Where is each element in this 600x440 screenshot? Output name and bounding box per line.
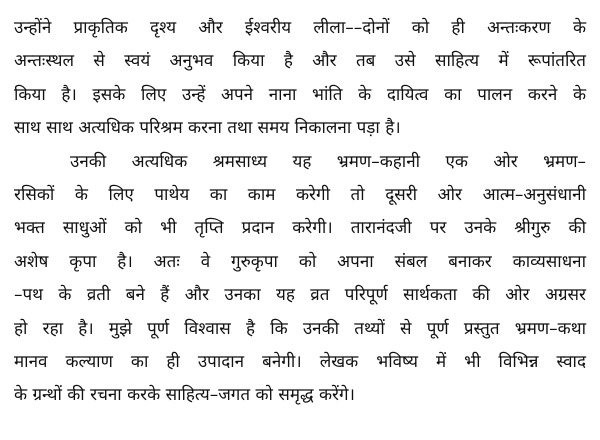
text-line: मानव कल्याण का ही उपादान बनेगी। लेखक भविष्य में भी विभिन्न स्वाद — [14, 352, 586, 373]
text-line: रसिकों के लिए पाथेय का काम करेगी तो दूसरी ओर आत्म–अनुसंधानी — [14, 185, 586, 206]
text-line: –पथ के व्रती बने हैं और उनका यह व्रत परिपूर्ण सार्थकता की ओर अग्रसर — [14, 285, 586, 306]
paragraph-2 — [14, 146, 586, 413]
text-line: उनकी अत्यधिक श्रमसाध्य यह भ्रमण–कहानी एक ओर भ्रमण– — [70, 151, 586, 172]
text-line: साथ साथ अत्यधिक परिश्रम करना तथा समय निकालना पड़ा है। — [14, 118, 401, 139]
text-line: के ग्रन्थों की रचना करके साहित्य–जगत को समृद्ध करेंगे। — [14, 385, 356, 406]
paragraph-1 — [14, 12, 586, 146]
text-line: उन्होंने प्राकृतिक दृश्य और ईश्वरीय लीला––दोनों को ही अन्तःकरण के — [14, 18, 586, 38]
text-line: अन्तःस्थल से स्वयं अनुभव किया है और तब उसे साहित्य में रूपांतरित — [14, 51, 586, 72]
text-line: किया है। इसके लिए उन्हें अपने नाना भांति के दायित्व का पालन करने के — [14, 84, 586, 105]
text-line: अशेष कृपा है। अतः वे गुरुकृपा को अपना संबल बनाकर काव्यसाधना — [14, 251, 586, 272]
text-line: हो रहा है। मुझे पूर्ण विश्वास है कि उनकी तथ्यों से पूर्ण प्रस्तुत भ्रमण–कथा — [14, 318, 586, 339]
text-line: भक्त साधुओं को भी तृप्ति प्रदान करेगी। तारानंदजी पर उनके श्रीगुरु की — [14, 218, 586, 239]
